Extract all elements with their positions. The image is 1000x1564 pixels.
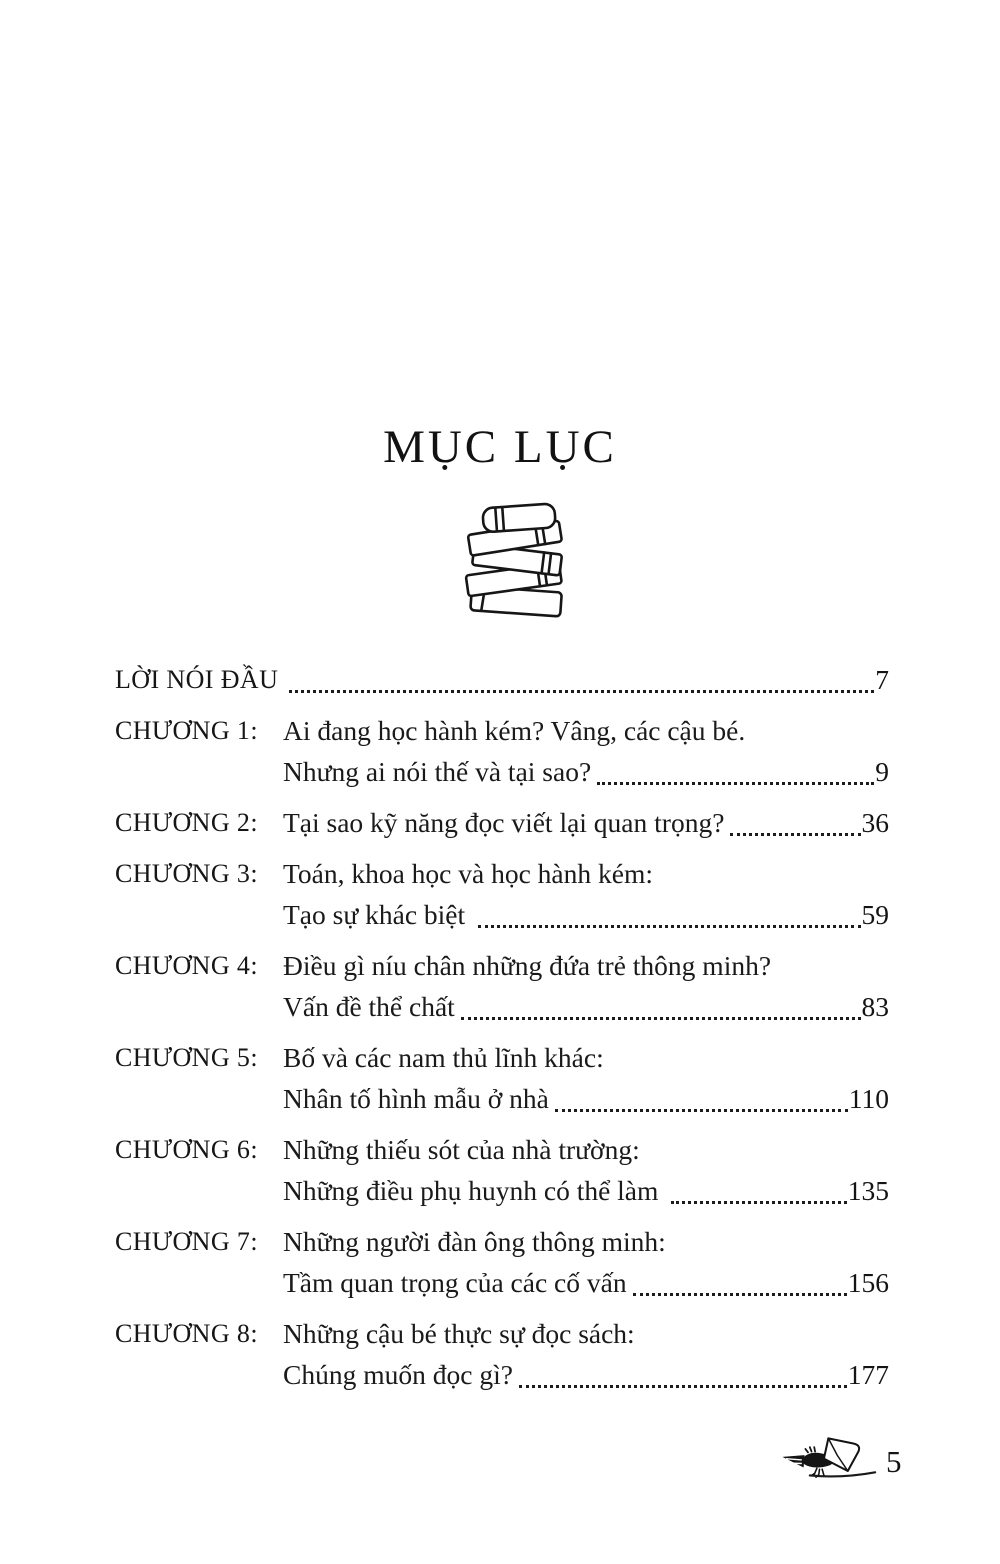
leader-dots [730,833,860,836]
folio-page-number: 5 [886,1444,902,1479]
chapter-title-text: Điều gì níu chân những đứa trẻ thông minh? [283,950,772,981]
leader-dots [519,1385,847,1388]
chapter-title-text: Ai đang học hành kém? Vâng, các cậu bé. [283,715,746,746]
chapter-label: CHƯƠNG 2: [115,808,258,837]
page-number: 36 [861,807,889,838]
page-title: MỤC LỤC [383,421,617,473]
page-number: 9 [875,756,889,787]
page-number: 135 [847,1175,889,1206]
toc-line [283,751,889,792]
toc-entry [115,710,889,792]
toc-entry [115,659,889,700]
toc-line [283,802,889,843]
toc-entry [115,1221,889,1303]
chapter-title-text: Toán, khoa học và học hành kém: [283,858,653,889]
toc-line [283,659,889,700]
chapter-title-text: Nhân tố hình mẫu ở nhà [283,1083,549,1114]
chapter-title-text: Chúng muốn đọc gì? [283,1359,513,1390]
toc-entry [115,853,889,935]
chapter-title-text: Nhưng ai nói thế và tại sao? [283,756,592,787]
leader-dots [461,1017,861,1020]
chapter-label: CHƯƠNG 6: [115,1135,258,1164]
page-number: 156 [847,1267,889,1298]
chapter-title-lines [283,710,889,792]
toc-entry [115,1037,889,1119]
reading-bird-illustration [778,1430,884,1482]
leader-dots [289,690,874,693]
page-number: 7 [875,664,889,695]
toc-line [283,1078,889,1119]
page-number: 59 [861,899,889,930]
chapter-title-text: Những điều phụ huynh có thể làm [283,1175,666,1206]
toc-line [283,1313,889,1354]
chapter-title-lines [283,1313,889,1395]
chapter-title-lines [283,1037,889,1119]
toc-line [283,710,889,751]
chapter-label: CHƯƠNG 1: [115,716,258,745]
toc-entry [115,1313,889,1395]
page-number: 83 [861,991,889,1022]
chapter-title-lines [283,853,889,935]
toc-entry [115,945,889,1027]
toc-line [283,1354,889,1395]
chapter-title-text: Những người đàn ông thông minh: [283,1226,666,1257]
chapter-title-text: Những cậu bé thực sự đọc sách: [283,1318,635,1349]
chapter-label: CHƯƠNG 4: [115,951,258,980]
chapter-title-lines [283,659,889,700]
chapter-title-text: Vấn đề thể chất [283,991,455,1022]
toc-entry [115,802,889,843]
chapter-label: CHƯƠNG 8: [115,1319,258,1348]
chapter-title-lines [283,945,889,1027]
toc-entry [115,1129,889,1211]
chapter-title-text: Tầm quan trọng của các cố vấn [283,1267,627,1298]
chapter-title-lines [283,1129,889,1211]
chapter-label: LỜI NÓI ĐẦU [115,665,279,694]
leader-dots [633,1293,847,1296]
leader-dots [555,1109,848,1112]
toc-line [283,1170,889,1211]
chapter-title-lines [283,1221,889,1303]
toc-line [283,986,889,1027]
chapter-label: CHƯƠNG 3: [115,859,258,888]
toc-line [283,1129,889,1170]
leader-dots [478,925,860,928]
toc-line [283,1221,889,1262]
book-stack-illustration [451,501,583,621]
toc-line [283,945,889,986]
leader-dots [597,782,874,785]
toc-list [115,659,889,1405]
leader-dots [671,1201,846,1204]
chapter-title-lines [283,802,889,843]
page-number: 177 [847,1359,889,1390]
toc-line [283,853,889,894]
toc-line [283,1262,889,1303]
chapter-label: CHƯƠNG 7: [115,1227,258,1256]
toc-line [283,894,889,935]
chapter-title-text: Bố và các nam thủ lĩnh khác: [283,1042,604,1073]
chapter-title-text: Tại sao kỹ năng đọc viết lại quan trọng? [283,807,725,838]
page-footer [778,1430,902,1482]
chapter-title-text: Tạo sự khác biệt [283,899,473,930]
toc-line [283,1037,889,1078]
chapter-label: CHƯƠNG 5: [115,1043,258,1072]
page-number: 110 [848,1083,889,1114]
chapter-title-text: Những thiếu sót của nhà trường: [283,1134,640,1165]
